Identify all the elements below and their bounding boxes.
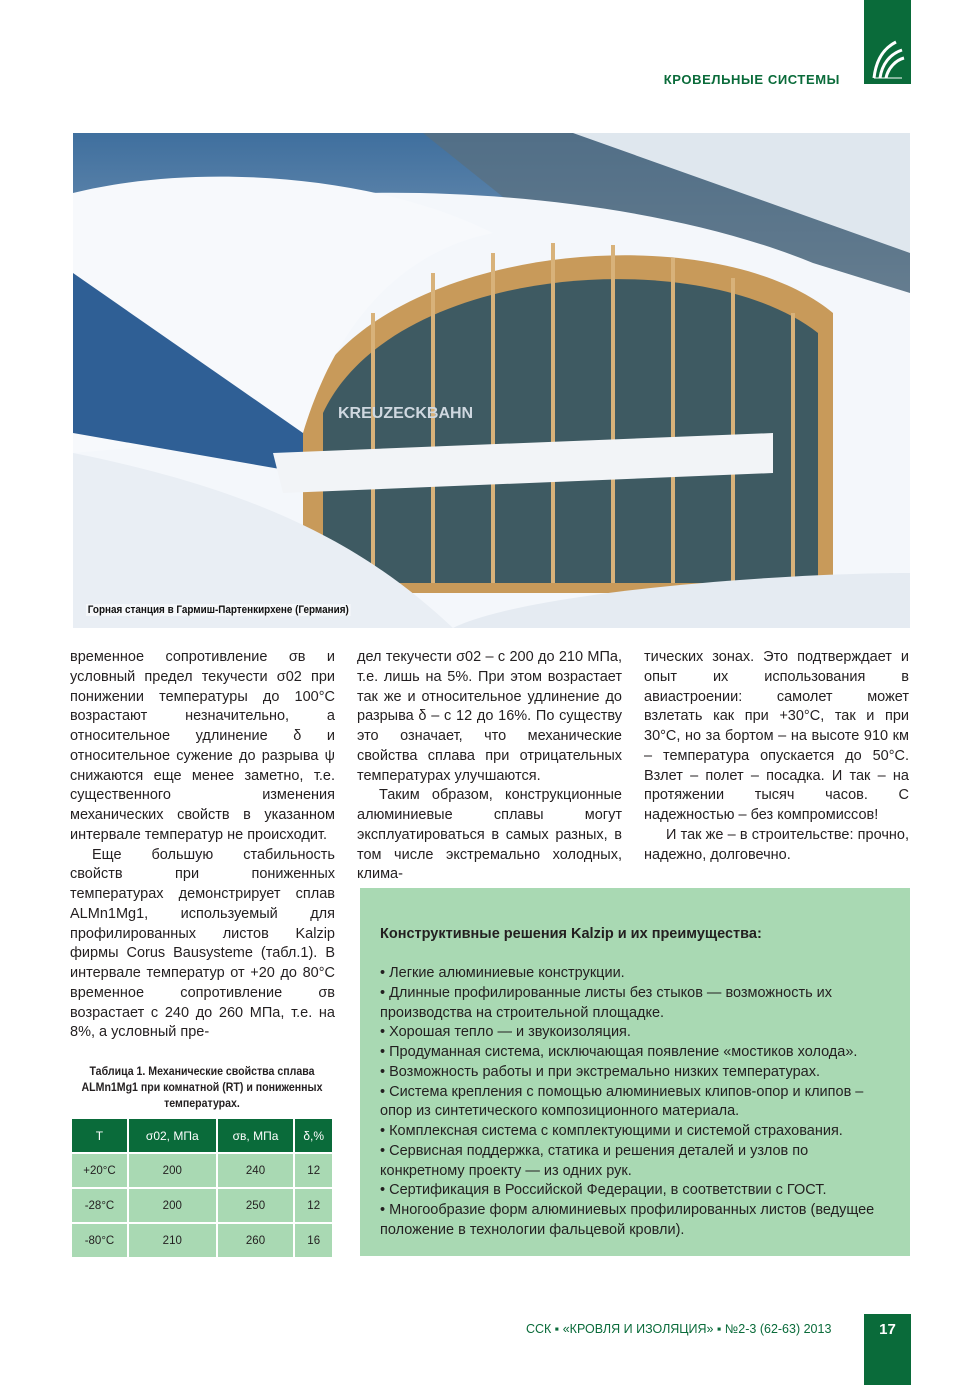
text-column-1	[70, 648, 335, 1043]
table-cell: 200	[128, 1153, 217, 1188]
table-cell: 210	[128, 1223, 217, 1258]
table-row	[71, 1188, 333, 1223]
list-item: • Длинные профилированные листы без стыков — возможность их производства на строительной площадке.	[380, 984, 880, 1024]
photo-illustration	[73, 133, 910, 628]
list-item: • Комплексная система с комплектующими и системой страхования.	[380, 1122, 880, 1142]
column-header: δ,%	[294, 1118, 333, 1153]
section-title: КРОВЕЛЬНЫЕ СИСТЕМЫ	[663, 72, 840, 87]
table-row	[71, 1223, 333, 1258]
paragraph: И так же – в строительстве: прочно, надежно, долговечно.	[644, 826, 909, 863]
list-item: • Сертификация в Российской Федерации, в соответствии с ГОСТ.	[380, 1181, 880, 1201]
table-row	[71, 1153, 333, 1188]
column-header: σ02, МПа	[128, 1118, 217, 1153]
table-cell: -80°C	[71, 1223, 128, 1258]
page-number-tab	[864, 1314, 911, 1385]
table-header-row	[71, 1118, 333, 1153]
table-cell: 200	[128, 1188, 217, 1223]
table-cell: +20°C	[71, 1153, 128, 1188]
list-item: • Продуманная система, исключающая появление «мостиков холода».	[380, 1043, 880, 1063]
table-cell: 250	[217, 1188, 295, 1223]
paragraph: тических зонах. Это подтверждает и опыт их использования в авиастроении: самолет может взлетать как при +30°С, так и при 30°С, но за бортом – на высоте 910 км – температура опускается до 50°С. Взлет – полет – посадка. И так – на протяжении тысяч часов. С надежностью – без компромиссов!	[644, 649, 909, 823]
advantages-list	[380, 964, 880, 1241]
table-cell: 260	[217, 1223, 295, 1258]
header-tab	[864, 0, 911, 84]
text-column-3	[644, 648, 909, 865]
photo-caption: Горная станция в Гармиш-Партенкирхене (Германия)	[87, 604, 349, 616]
table-cell: -28°C	[71, 1188, 128, 1223]
leaf-logo-icon	[870, 38, 906, 80]
list-item: • Возможность работы и при экстремально низких температурах.	[380, 1063, 880, 1083]
table-cell: 12	[294, 1188, 333, 1223]
advantages-title: Конструктивные решения Kalzip и их преимущества:	[380, 926, 762, 942]
table-cell: 12	[294, 1153, 333, 1188]
footer-journal: ССК ▪ «КРОВЛЯ И ИЗОЛЯЦИЯ» ▪ №2-3 (62-63) 2013	[526, 1322, 832, 1336]
list-item: • Сервисная поддержка, статика и решения деталей и узлов по конкретному проекту — из одних рук.	[380, 1142, 880, 1182]
advantages-box	[360, 888, 910, 1256]
table-cell: 16	[294, 1223, 333, 1258]
paragraph: Таким образом, конструкционные алюминиевые сплавы могут эксплуатироваться в самых разных, в том числе экстремально холодных, клима-	[357, 787, 622, 883]
properties-table	[70, 1117, 334, 1259]
list-item: • Многообразие форм алюминиевых профилированных листов (ведущее положение в технологии фальцевой кровли).	[380, 1201, 880, 1241]
table-cell: 240	[217, 1153, 295, 1188]
station-photo	[73, 133, 910, 628]
text-column-2	[357, 648, 622, 885]
paragraph: временное сопротивление σв и условный предел текучести σ02 при понижении температуры до 100°С возрастают незначительно, а относительное удлинение δ и относительное сужение до разрыва ψ снижаются еще менее заметно, т.е. существенного изменения механических свойств в указанном интервале температур не происходит.	[70, 649, 335, 843]
page-number: 17	[879, 1321, 896, 1338]
list-item: • Легкие алюминиевые конструкции.	[380, 964, 880, 984]
paragraph: Еще большую стабильность свойств при пониженных температурах демонстрирует сплав ALMn1Mg1, используемый для профилированных листов Kalzip фирмы Corus Bausysteme (табл.1). В интервале температур от +20 до 80°С временное сопротивление σв возрастает с 240 до 260 МПа, т.е. на 8%, а условный пре-	[70, 846, 335, 1041]
station-sign: KREUZECKBAHN	[338, 405, 474, 422]
list-item: • Система крепления с помощью алюминиевых клипов-опор и клипов – опор из синтетического композиционного материала.	[380, 1083, 880, 1123]
table-caption: Таблица 1. Механические свойства сплава ALMn1Mg1 при комнатной (RT) и пониженных температурах.	[81, 1066, 323, 1110]
paragraph: дел текучести σ02 – с 200 до 210 МПа, т.е. лишь на 5%. При этом возрастает так же и относительное удлинение до разрыва δ – с 12 до 16%. По существу это означает, что механические свойства сплава при отрицательных температурах улучшаются.	[357, 649, 622, 784]
column-header: T	[71, 1118, 128, 1153]
list-item: • Хорошая тепло — и звукоизоляция.	[380, 1023, 880, 1043]
column-header: σв, МПа	[217, 1118, 295, 1153]
